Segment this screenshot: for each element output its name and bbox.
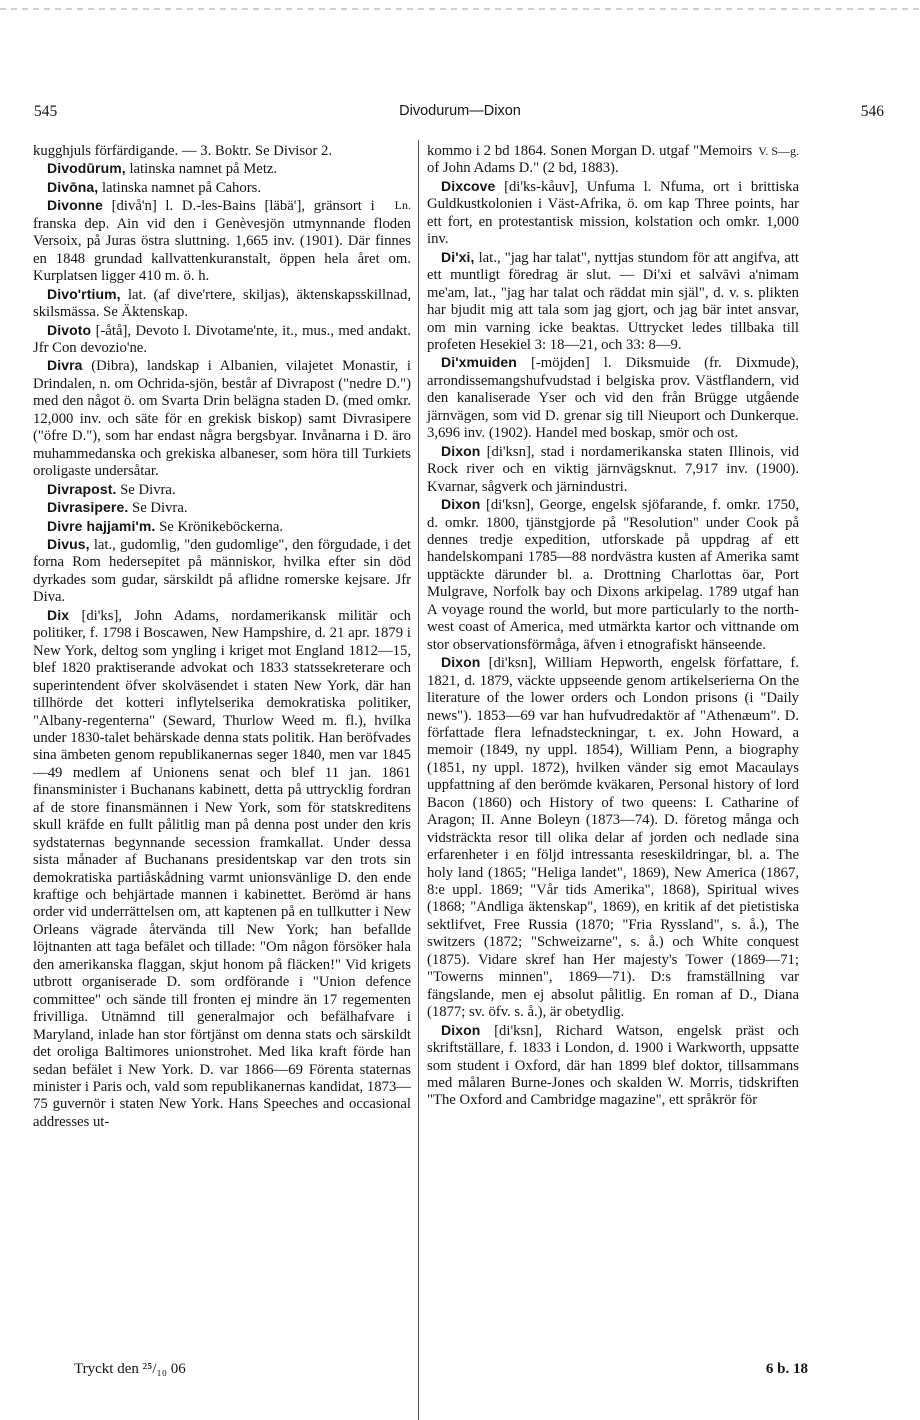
running-title: Divodurum—Dixon <box>399 103 521 119</box>
dictionary-entry <box>33 322 411 358</box>
sheet-signature: 6 b. 18 <box>765 1361 808 1377</box>
headword: Dixon <box>441 654 481 671</box>
headword: Dixcove <box>441 177 496 194</box>
dictionary-entry <box>33 536 411 607</box>
headword: Divra <box>47 357 83 374</box>
headword: Di'xmuiden <box>441 354 517 371</box>
entry-continuation <box>427 143 799 178</box>
dictionary-entry <box>33 197 411 285</box>
dictionary-entry <box>427 178 799 249</box>
entry-text: Se Krönikeböckerna. <box>155 518 284 535</box>
top-edge-rule <box>0 8 920 10</box>
headword: Divo'rtium, <box>47 285 121 302</box>
page-number-right: 546 <box>860 103 884 120</box>
right-column <box>427 143 799 1110</box>
headword: Divōna, <box>47 178 99 195</box>
entry-text: (Dibra), landskap i Albanien, vilajetet Monastir, i Drindalen, n. om Ochrida-sjön, består af Divrapost ("nedre D.") med den något ö. om Svarta Drin belägna staden D. (med omkr. 12,000 inv. och säte för en grekisk biskop) samt Divrasipere ("öfre D."), som har endast några bergsbyar. Invånarna i D. äro muhammedanska och grekiska albaneser, som höra till Turkiets oroligaste undersåtar. <box>33 358 411 480</box>
entry-text: lat., "jag har talat", nyttjas stundom för att angifva, att ett muntligt föredrag är slut. — Di'xi et salvāvi a'nimam me'am, lat., "jag har talat och räddat min själ", d. v. s. plikten har bjudit mig att tala som jag gjort, och jag bär intet ansvar, om min varning icke beaktas. Uttrycket ledes tillbaka till profeten Hesekiel 3: 18—21, och 33: 8—9. <box>427 249 799 353</box>
headword: Dixon <box>441 496 481 513</box>
headword: Divus, <box>47 535 90 552</box>
dictionary-entry <box>427 496 799 654</box>
dictionary-entry <box>33 160 411 178</box>
left-column <box>33 143 411 1131</box>
entry-text: lat. (af dive'rtere, skiljas), äktenskapsskillnad, skilsmässa. Se Äktenskap. <box>33 286 411 321</box>
entry-text: [di'ksn], Richard Watson, engelsk präst och skriftställare, f. 1833 i London, d. 1900 i Warkworth, uppsatte som student i Oxford, där han 1899 blef doktor, tillsammans med målaren Burne-Jones och skalden W. Morris, tidskriften "The Oxford and Cambridge magazine", ett språkrör för <box>427 1022 799 1109</box>
entry-text: latinska namnet på Cahors. <box>98 179 262 196</box>
dictionary-entry <box>427 443 799 496</box>
headword: Divrapost. <box>47 480 117 497</box>
entry-text: latinska namnet på Metz. <box>125 161 278 178</box>
entry-text: [-möjden] l. Diksmuide (fr. Dixmude), arrondissemangshufvudstad i belgiska prov. Västflandern, vid den kanaliserade Yser och vid den från Brügge utgående järnvägen, som vid D. grenar sig till Nieuport och Dunkerque. 3,696 inv. (1902). Handel med boskap, smör och ost. <box>427 355 799 442</box>
entry-text: [di'ks-kåuv], Unfuma l. Nfuma, ort i brittiska Guldkustkolonien i Väst-Afrika, ö. om kap Three points, har ett fort, en protestantisk mission, kolstation och omkr. 1,000 inv. <box>427 178 799 248</box>
page-number-left: 545 <box>34 103 58 120</box>
entry-text: kugghjuls förfärdigande. — 3. Boktr. Se Divisor 2. <box>33 143 333 159</box>
headword: Divonne <box>47 197 103 214</box>
entry-text: [-åtå], Devoto l. Divotame'nte, it., mus., med andakt. Jfr Con devozio'ne. <box>33 322 411 356</box>
entry-continuation <box>33 143 411 160</box>
dictionary-entry <box>33 357 411 480</box>
print-date: Tryckt den ²⁵/₁₀ 06 <box>74 1361 186 1377</box>
headword: Divoto <box>47 321 92 338</box>
entry-text: [di'ksn], William Hepworth, engelsk författare, f. 1821, d. 1879, väckte uppseende genom artikelserierna On the literature of the lower orders och London prisons (i "Daily news"). 1853—69 var han hufvudredaktör af "Athenæum". D. författade flera lefnadsteckningar, t. ex. John Howard, a memoir (1849, ny uppl. 1854), William Penn, a biography (1851, ny uppl. 1872), hvilken vänder sig emot Macaulays uppfattning af den berömde kväkaren, Personal history of lord Bacon (1860) och History of two queens: I. Catharine of Aragon; II. Anne Boleyn (1873—74). D. företog många och vidsträckta resor till olika delar af jorden och nedlade sina erfarenheter i en följd intressanta reseskildringar, bl. a. The holy land (1865; "Heliga landet", 1869), New America (1867, 8:e uppl. 1869; "Vår tids Amerika", 1868), Spiritual wives (1868; "Andliga äktenskap", 1869), en kritik af det pietistiska sektlifvet, Free Russia (1870; "Fria Ryssland", s. å.), The switzers (1872; "Schweizarne", s. å.) och White conquest (1875). Vidare skref han Her majesty's Tower (1869—71; "Towerns minnen", 1869—71). D:s framställning var fängslande, men ej absolut pålitlig. En roman af D., Diana (1877; sv. öfv. s. å.), är obetydlig. <box>427 655 799 1021</box>
headword: Di'xi, <box>441 248 475 265</box>
dictionary-entry <box>33 518 411 536</box>
dictionary-entry <box>33 607 411 1132</box>
headword: Divre hajjami'm. <box>47 517 156 534</box>
dictionary-entry <box>33 179 411 197</box>
entry-text: Se Divra. <box>128 500 188 517</box>
entry-text: [di'ks], John Adams, nordamerikansk militär och politiker, f. 1798 i Boscawen, New Hampshire, d. 21 apr. 1879 i New York, deltog som yngling i kriget mot England 1812—15, blef 1820 praktiserande advokat och 1833 statssekreterare och superintendent öfver skolväsendet i staten New York, där han tillhörde det kotteri inflytelserika demokratiska politiker, "Albany-regenterna" (Seward, Thurlow Weed m. fl.), hvilka under 1830-talet behärskade denna stats politik. Han beröfvades sina ämbeten genom republikanernas seger 1840, men var 1845—49 medlem af Unionens senat och blef 11 jan. 1861 finansminister i Buchanans kabinett, detta på uttrycklig fordran af de store finansmännen i New York, som för statskreditens skull kräfde en fullt pålitlig man på denna post under den kris sydstaternas begynnande secession framkallat. Under dessa sista månader af Buchanans presidentskap var den trots sin demokratiska partiåskådning varmt unionsvänlige D. den ende kraftige och behjärtade mannen i kabinettet. Berömd är hans order vid underrättelsen om, att kaptenen på en tullkutter i New Orleans vägrade återvända till New York; han befallde löjtnanten att taga befälet och tillade: "Om någon försöker hala den amerikanska flaggan, skjut honom på fläcken!" Vid krigets utbrott organiserade D. som ordförande i "Union defence committee" och sände till fronten ej mindre än 17 regementen frivilliga. Utnämnd till generalmajor och befälhafvare i Maryland, inlade han stor förtjänst om denna stats och särskildt det oroliga Baltimores unionstrohet. Med lika kraft förde han sedan befälet i New York. D. var 1866—69 Förenta staternas minister i Paris och, vald som republikanernas kandidat, 1873—75 guvernör i staten New York. Hans Speeches and occasional addresses ut- <box>33 607 411 1130</box>
headword: Dixon <box>441 1021 481 1038</box>
entry-text: [di'ksn], George, engelsk sjöfarande, f. omkr. 1750, d. omkr. 1800, tjänstgjorde på "Resolution" under Cook på dennes tredje expedition, utforskade på uppdrag af ett handelskompani 1785—88 nordvästra kusten af Amerika samt upptäckte därunder bl. a. Drottning Charlottas öar, Port Mulgrave, Norfolk bay och Dixons arkipelag. 1789 utgaf han A voyage round the world, but more particularly to the north-west coast of America, med utmärkta kartor och vittnande om stor observationsförmåga, äfven i etnografiskt hänseende. <box>427 497 799 653</box>
entry-text: lat., gudomlig, "den gudomlige", den förgudade, i det forna Rom hedersepitet på människor, hvilka efter sin död dyrkades som gudar, särskildt på aflidne romerske kejsare. Jfr Diva. <box>33 536 411 606</box>
column-divider <box>418 140 419 1420</box>
dictionary-entry <box>33 499 411 517</box>
entry-text: [divå'n] l. D.-les-Bains [läbä'], gränsort i franska dep. Ain vid den i Genèvesjön utmynnande floden Versoix, på Juras östra sluttning. 1,665 inv. (1901). Där finnes en 1848 grundad kallvattenkuranstalt, öppen hela året om. Kurplatsen ligger 410 m. ö. h. <box>33 198 411 285</box>
headword: Dixon <box>441 442 481 459</box>
dictionary-entry <box>33 286 411 322</box>
entry-text: [di'ksn], stad i nordamerikanska staten Illinois, vid Rock river och en viktig järnvägsknut. 7,917 inv. (1900). Kvarnar, sågverk och järnindustri. <box>427 443 799 495</box>
author-signature: Ln. <box>394 198 411 213</box>
dictionary-entry <box>33 481 411 499</box>
headword: Dix <box>47 606 70 623</box>
dictionary-entry <box>427 354 799 442</box>
dictionary-entry <box>427 654 799 1022</box>
entry-text: kommo i 2 bd 1864. Sonen Morgan D. utgaf "Memoirs of John Adams D." (2 bd, 1883). <box>427 143 753 177</box>
dictionary-entry <box>427 249 799 355</box>
headword: Divrasipere. <box>47 499 129 516</box>
entry-text: Se Divra. <box>116 481 176 498</box>
dictionary-entry <box>427 1022 799 1110</box>
headword: Divodūrum, <box>47 160 126 177</box>
author-signature: V. S—g. <box>758 144 799 158</box>
